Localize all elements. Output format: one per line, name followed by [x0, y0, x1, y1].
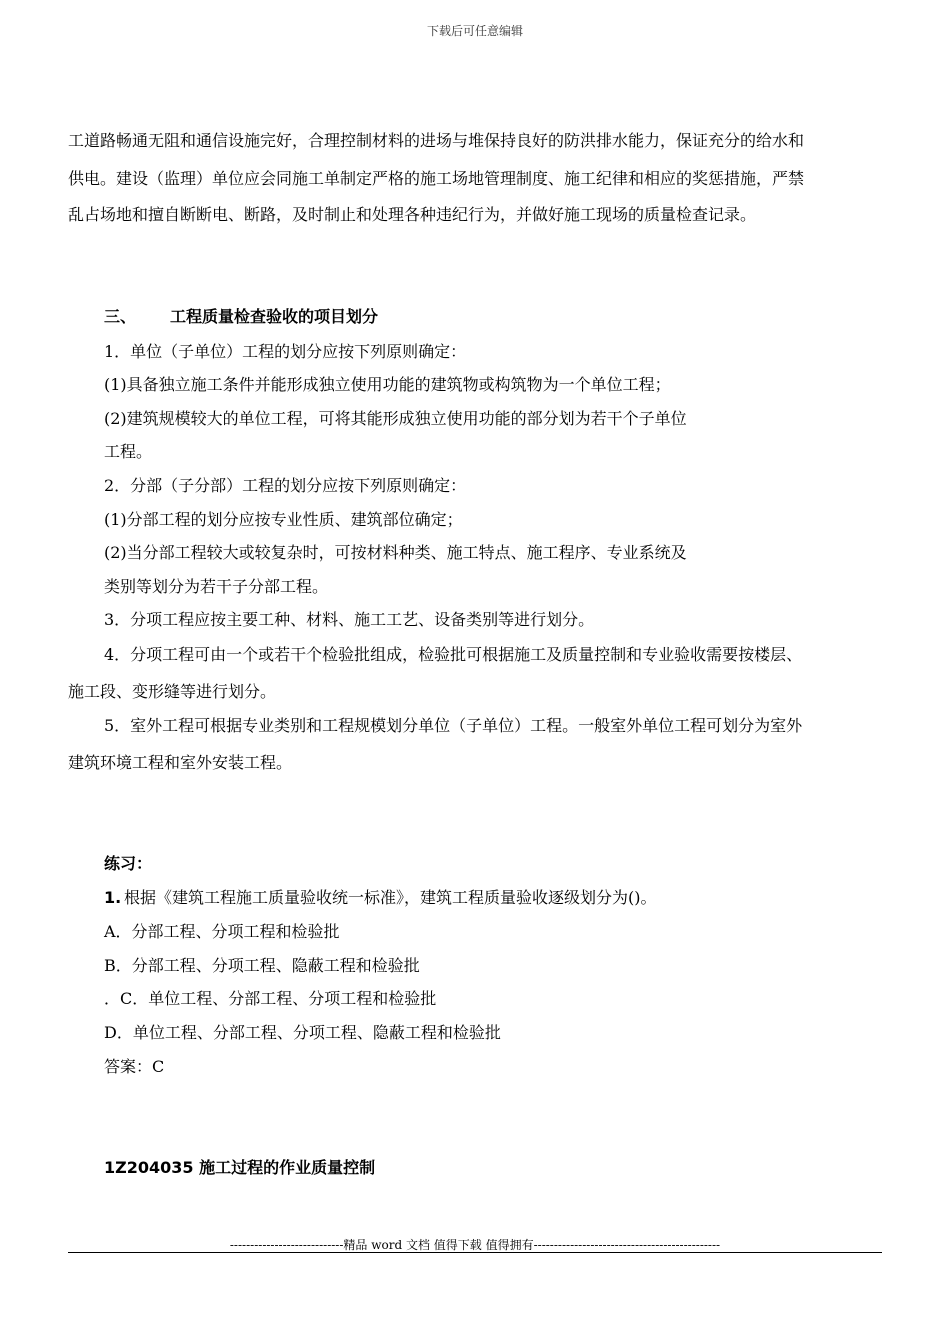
- page-header-note: 下载后可任意编辑: [426, 24, 523, 38]
- intro-line-2: 供电。建设（监理）单位应会同施工单制定严格的施工场地管理制度、施工纪律和相应的奖惩措施，严禁: [68, 169, 805, 188]
- footer-rule: [68, 1252, 882, 1253]
- section-item-8: 类别等划分为若干子分部工程。: [104, 577, 329, 596]
- section-item-2: (1)具备独立施工条件并能形成独立使用功能的建筑物或构筑物为一个单位工程；: [104, 375, 671, 394]
- page-footer-note: ----------------------------精品 word 文档 值得下载 值得拥有----------------------------------------------: [229, 1238, 721, 1252]
- section-item-5: 2．分部（子分部）工程的划分应按下列原则确定：: [104, 476, 467, 495]
- section-item-3: (2)建筑规模较大的单位工程，可将其能形成独立使用功能的部分划为若干个子单位: [104, 409, 687, 428]
- section-item-9: 3．分项工程应按主要工种、材料、施工工艺、设备类别等进行划分。: [104, 610, 595, 629]
- section-number: 三、: [104, 307, 137, 326]
- section-item-1: 1．单位（子单位）工程的划分应按下列原则确定：: [104, 342, 467, 361]
- exercise-question-number: 1.: [104, 888, 122, 907]
- intro-line-1: 工道路畅通无阻和通信设施完好，合理控制材料的进场与堆保持良好的防洪排水能力，保证充分的给水和: [68, 131, 805, 150]
- exercise-question-text: 根据《建筑工程施工质量验收统一标准》，建筑工程质量验收逐级划分为()。: [124, 888, 657, 907]
- section-title: 工程质量检查验收的项目划分: [170, 307, 379, 326]
- exercise-heading: 练习：: [104, 854, 153, 873]
- exercise-option-a: A．分部工程、分项工程和检验批: [104, 922, 340, 941]
- next-section-title: 1Z204035 施工过程的作业质量控制: [104, 1158, 376, 1177]
- exercise-answer: 答案：C: [104, 1057, 165, 1076]
- exercise-option-b: B．分部工程、分项工程、隐蔽工程和检验批: [104, 956, 420, 975]
- section-item-6: (1)分部工程的划分应按专业性质、建筑部位确定；: [104, 510, 463, 529]
- exercise-option-d: D．单位工程、分部工程、分项工程、隐蔽工程和检验批: [104, 1023, 501, 1042]
- section-item-7: (2)当分部工程较大或较复杂时，可按材料种类、施工特点、施工程序、专业系统及: [104, 543, 687, 562]
- section-item-13: 建筑环境工程和室外安装工程。: [68, 753, 293, 772]
- section-item-4: 工程。: [104, 442, 153, 461]
- section-item-12: 5．室外工程可根据专业类别和工程规模划分单位（子单位）工程。一般室外单位工程可划分为室外: [104, 716, 803, 735]
- intro-line-3: 乱占场地和擅自断断电、断路，及时制止和处理各种违纪行为，并做好施工现场的质量检查记录。: [68, 205, 757, 224]
- section-item-10: 4．分项工程可由一个或若干个检验批组成，检验批可根据施工及质量控制和专业验收需要按楼层、: [104, 645, 803, 664]
- section-item-11: 施工段、变形缝等进行划分。: [68, 682, 277, 701]
- exercise-option-c: ．C．单位工程、分部工程、分项工程和检验批: [104, 989, 437, 1008]
